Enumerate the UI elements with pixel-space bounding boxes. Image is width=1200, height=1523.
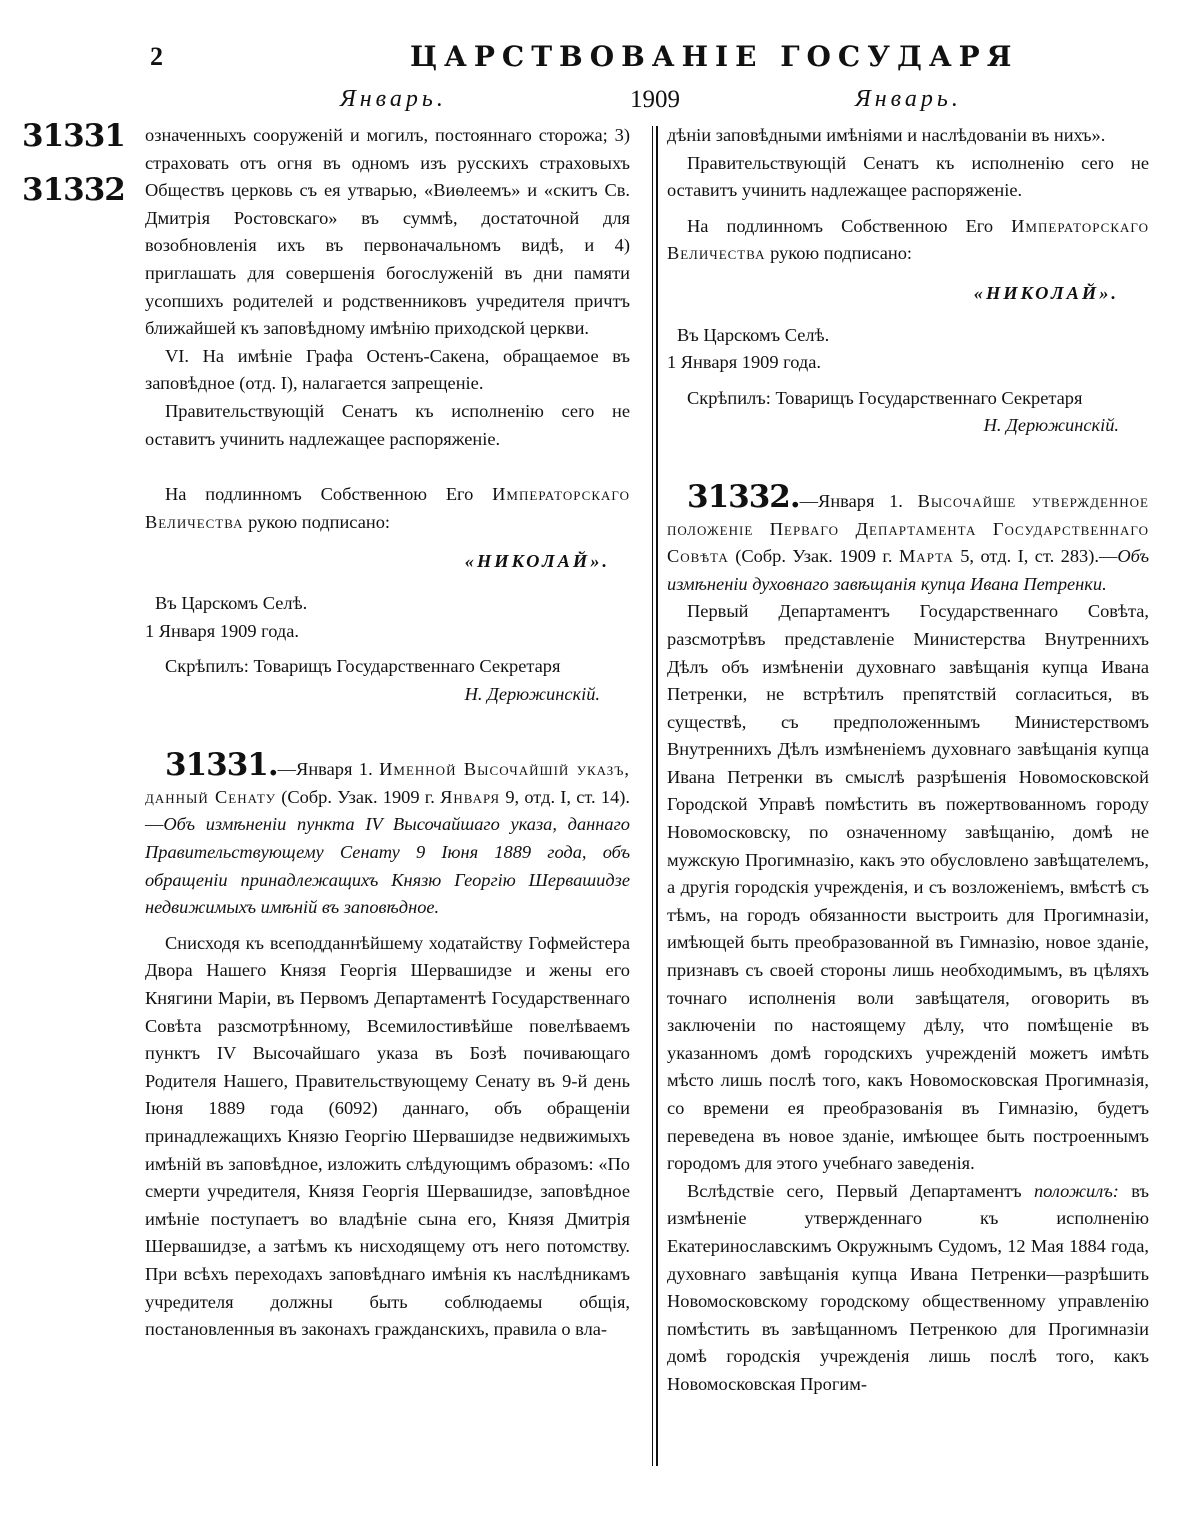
entry-title: Объ измѣненіи духовнаго завѣщанія купца Ивана Петренки. [667, 546, 1149, 594]
entry-body-paragraph-2: Вслѣдствіе сего, Первый Департаментъ положилъ: въ измѣненіе утвержденнаго къ исполненію Екатеринославскимъ Окружнымъ Судомъ, 12 Мая 1884 года, духовнаго завѣщанія купца Ивана Петренки—разрѣшить Новомосковскому городскому общественному управленію помѣстить въ завѣщанномъ Петренкою для Прогимназіи домѣ городскія учрежденія лишь послѣ того, какъ Новомосковская Прогим- [667, 1180, 1149, 1394]
margin-number-31332: 31332 [22, 172, 125, 208]
right-column [667, 122, 1149, 1399]
senate-order: Правительствующій Сенатъ къ исполненію сего не оставитъ учинить надлежащее распоряженіе. [667, 152, 1149, 201]
continuation-text: означенныхъ сооруженій и могилъ, постояннаго сторожа; 3) страховать отъ огня въ одномъ изъ русскихъ страховыхъ Обществъ церковь съ ея утварью, «Виѳлеемъ» и «скитъ Св. Дмитрія Ростовскаго» въ суммѣ, достаточной для возобновленія ихъ въ первоначальномъ видѣ, и 4) приглашать для совершенія богослуженій въ дни памяти усопшихъ родителей и родственниковъ учредителя причтъ ближайшей къ заповѣдному имѣнію приходской церкви. [145, 125, 630, 339]
entry-body: Снисходя къ всеподданнѣйшему ходатайству Гофмейстера Двора Нашего Князя Георгія Шервашидзе и жены его Княгини Маріи, въ Первомъ Департаментѣ Государственнаго Совѣта разсмотрѣнному, Всемилостивѣйше повелѣваемъ пунктъ IV Высочайшаго указа въ Бозѣ почивающаго Родителя Нашего, Правительствующему Сенату въ 9-й день Іюня 1889 года (6092) даннаго, объ обращеніи принадлежащихъ Князю Георгію Шервашидзе недвижимыхъ имѣній въ заповѣдное, изложить слѣдующимъ образомъ: «По смерти учредителя, Князя Георгія Шервашидзе, заповѣдное имѣніе поступаетъ во владѣніе сына его, Князя Дмитрія Шервашидзе, а затѣмъ къ нисходящему отъ него потомству. При всѣхъ переходахъ заповѣднаго имѣнія къ наслѣдникамъ учредителя должны быть соблюдаемы общія, постановленныя въ законахъ гражданскихъ, правила о вла- [145, 932, 630, 1340]
margin-number-31331: 31331 [22, 118, 125, 154]
left-column [145, 122, 630, 1344]
entry-number: 31332. [687, 478, 800, 515]
countersign: Скрѣпилъ: Товарищъ Государственнаго Секретаря [165, 656, 561, 677]
entry-body-paragraph-1: Первый Департаментъ Государственнаго Совѣта, разсмотрѣвъ представленіе Министерства Внутреннихъ Дѣлъ объ измѣненіи духовнаго завѣщанія купца Ивана Петренки, не встрѣтилъ препятствій согласиться, въ существѣ, съ предположеннымъ Министерствомъ Внутреннихъ Дѣлъ измѣненіемъ духовнаго завѣщанія купца Ивана Петренки въ смыслѣ разрѣшенія Новомосковской Городской Управѣ помѣстить въ пожертвованномъ городу Новомосковску, по означенному завѣщанію, домѣ не мужскую Прогимназію, какъ это обусловлено завѣщателемъ, а другія городскія учрежденія, и съ возложеніемъ, вмѣстѣ съ тѣмъ, на городъ обязанности выстроить для Прогимназіи, имѣющей быть преобразованной въ Гимназію, новое зданіе, признавъ съ своей стороны лишь необходимымъ, въ цѣляхъ точнаго исполненія воли завѣщателя, оговорить въ заключеніи по настоящему дѣлу, что помѣщеніе въ указанномъ домѣ городскихъ учрежденій можетъ имѣть мѣсто лишь послѣ того, какъ Новомосковская Прогимназія, со времени ея преобразованія въ Гимназію, будетъ переведена въ новое зданіе, имѣющее быть построеннымъ городомъ для этого учебнаго заведенія. [667, 601, 1149, 1174]
countersign: Скрѣпилъ: Товарищъ Государственнаго Секретаря [687, 387, 1083, 408]
countersign-name: Н. Дерюжинскій. [464, 683, 600, 704]
entry-title: Объ измѣненіи пункта IV Высочайшаго указа, даннаго Правительствующему Сенату 9 Іюня 1889 года, объ обращеніи принадлежащихъ Князю Георгію Шервашидзе недвижимыхъ имѣній въ заповѣдное. [145, 814, 630, 918]
page-number: 2 [150, 42, 163, 71]
signature: «НИКОЛАЙ». [464, 551, 610, 572]
signing-place: Въ Царскомъ Селѣ. [155, 592, 308, 613]
entry-number: 31331. [165, 747, 278, 784]
column-divider [652, 126, 658, 1466]
signing-date: 1 Января 1909 года. [145, 620, 300, 641]
signing-date: 1 Января 1909 года. [667, 352, 822, 373]
clause-vi: VI. На имѣніе Графа Остенъ-Сакена, обращаемое въ заповѣдное (отд. I), налагается запрещеніе. [145, 345, 630, 394]
month-left: Январь. [340, 86, 447, 112]
year: 1909 [630, 86, 680, 113]
entry-heading: 31332.—Января 1. Высочайше утвержденное положеніе Перваго Департамента Государственнаго Совѣта (Собр. Узак. 1909 г. Марта 5, отд. I, ст. 283).—Объ измѣненіи духовнаго завѣщанія купца Ивана Петренки. [667, 478, 1149, 594]
signature: «НИКОЛАЙ». [973, 282, 1119, 303]
running-title: ЦАРСТВОВАНІЕ ГОСУДАРЯ [410, 40, 1019, 73]
month-right: Январь. [855, 86, 962, 112]
continuation-text: дѣніи заповѣдными имѣніями и наслѣдованіи въ нихъ». [667, 125, 1106, 145]
senate-order: Правительствующій Сенатъ къ исполненію сего не оставитъ учинить надлежащее распоряженіе. [145, 400, 630, 449]
signed-note: На подлинномъ Собственною Его Императорскаго Величества рукою подписано: [145, 484, 630, 532]
signed-note: На подлинномъ Собственною Его Императорскаго Величества рукою подписано: [667, 215, 1149, 264]
entry-heading: 31331.—Января 1. Именной Высочайшій указъ, данный Сенату (Собр. Узак. 1909 г. Января 9, отд. I, ст. 14).—Объ измѣненіи пункта IV Высочайшаго указа, даннаго Правительствующему Сенату 9 Іюня 1889 года, объ обращеніи принадлежащихъ Князю Георгію Шервашидзе недвижимыхъ имѣній въ заповѣдное. [145, 747, 631, 918]
countersign-name: Н. Дерюжинскій. [983, 415, 1119, 436]
signing-place: Въ Царскомъ Селѣ. [677, 324, 830, 345]
